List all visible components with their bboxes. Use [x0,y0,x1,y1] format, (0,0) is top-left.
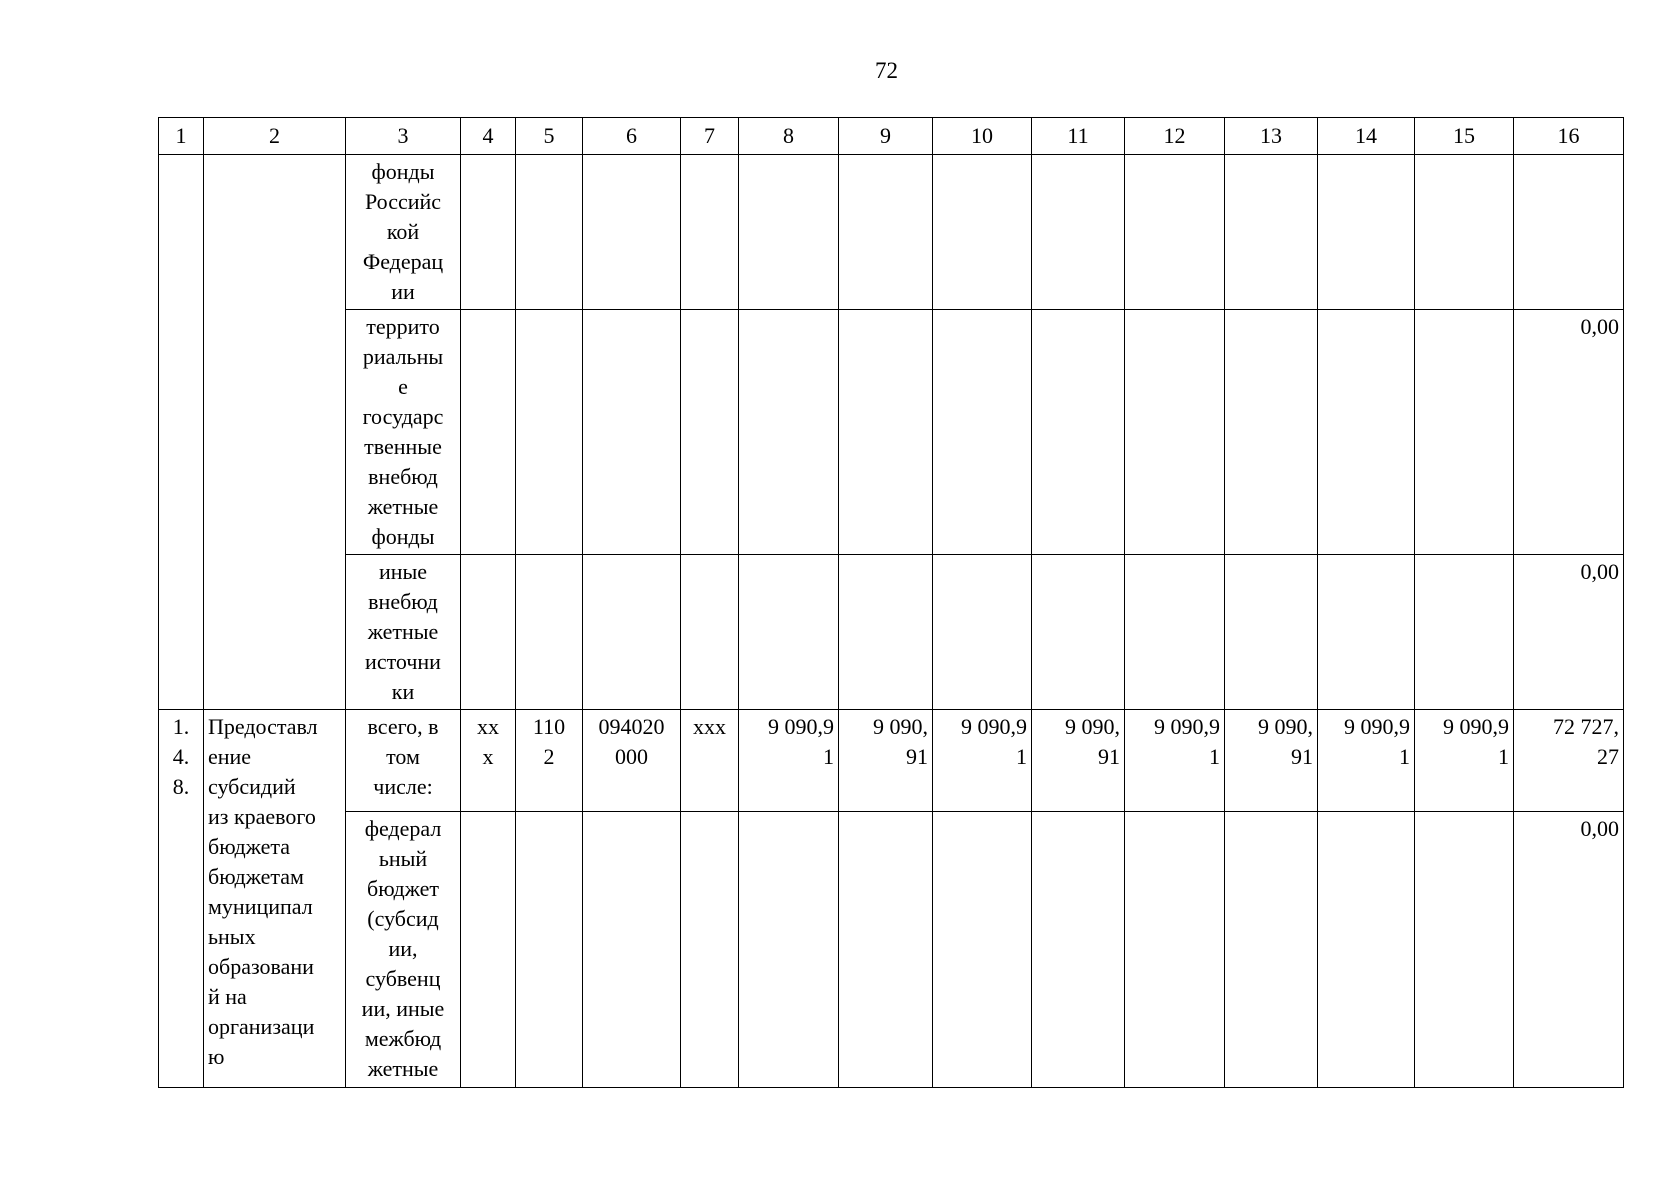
table-cell [1225,555,1318,710]
table-cell [839,310,933,555]
table-cell [461,812,516,1088]
item-description-cell: Предоставл ение субсидий из краевого бюджета бюджетам муниципал ьных образовани й на организаци ю [204,710,346,1088]
funding-source-cell: террито риальны е государс твенные внебюд жетные фонды [346,310,461,555]
header-cell-1: 1 [159,118,204,155]
table-cell [1032,555,1125,710]
table-cell [681,155,739,310]
value-cell: 9 090, 91 [839,710,933,812]
table-cell [839,155,933,310]
table-cell [1032,812,1125,1088]
header-cell-14: 14 [1318,118,1415,155]
value-cell: 9 090, 91 [1225,710,1318,812]
total-cell: 0,00 [1514,812,1624,1088]
col7-cell: ххх [681,710,739,812]
table-cell [516,310,583,555]
table-cell [1125,812,1225,1088]
total-cell: 72 727, 27 [1514,710,1624,812]
funding-source-cell: федерал ьный бюджет (субсид ии, субвенц ии, иные межбюд жетные [346,812,461,1088]
item-number-cell: 1. 4. 8. [159,710,204,1088]
table-cell [739,155,839,310]
total-cell: 0,00 [1514,310,1624,555]
header-cell-9: 9 [839,118,933,155]
header-cell-4: 4 [461,118,516,155]
table-cell [1415,555,1514,710]
value-cell: 9 090,9 1 [1318,710,1415,812]
budget-table [158,117,1624,1088]
col6-cell: 094020 000 [583,710,681,812]
table-row [159,310,1624,555]
table-cell [1032,310,1125,555]
table-cell [681,555,739,710]
table-row [159,710,1624,812]
table-cell [1225,812,1318,1088]
col5-cell: 110 2 [516,710,583,812]
table-cell [933,555,1032,710]
table-cell [1415,310,1514,555]
table-cell [1225,310,1318,555]
table-cell [933,812,1032,1088]
table-cell [1032,155,1125,310]
table-cell [1415,155,1514,310]
item-number-cell [159,155,204,710]
table-cell [461,555,516,710]
header-cell-10: 10 [933,118,1032,155]
header-cell-8: 8 [739,118,839,155]
table-cell [1125,155,1225,310]
col4-cell: хх х [461,710,516,812]
page-number: 72 [875,58,898,83]
table-cell [1125,555,1225,710]
funding-source-cell: всего, в том числе: [346,710,461,812]
value-cell: 9 090, 91 [1032,710,1125,812]
table-cell [739,812,839,1088]
header-cell-12: 12 [1125,118,1225,155]
value-cell: 9 090,9 1 [1415,710,1514,812]
table-cell [681,812,739,1088]
table-cell [461,155,516,310]
table-cell [516,812,583,1088]
table-cell [461,310,516,555]
table-cell [681,310,739,555]
funding-source-cell: фонды Российс кой Федерац ии [346,155,461,310]
header-cell-2: 2 [204,118,346,155]
value-cell: 9 090,9 1 [739,710,839,812]
header-cell-13: 13 [1225,118,1318,155]
value-cell: 9 090,9 1 [1125,710,1225,812]
table-cell [1318,555,1415,710]
header-cell-6: 6 [583,118,681,155]
table-cell [1318,155,1415,310]
table-cell [839,555,933,710]
header-row [159,118,1624,155]
header-cell-16: 16 [1514,118,1624,155]
table-cell [933,310,1032,555]
table-cell [1318,812,1415,1088]
table-row [159,155,1624,310]
table-cell [583,555,681,710]
table-cell [583,310,681,555]
header-cell-7: 7 [681,118,739,155]
table-cell [516,155,583,310]
table-cell [516,555,583,710]
table-cell [1415,812,1514,1088]
table-cell [583,155,681,310]
table-cell [739,555,839,710]
funding-source-cell: иные внебюд жетные источни ки [346,555,461,710]
header-cell-15: 15 [1415,118,1514,155]
table-row [159,555,1624,710]
table-cell [1318,310,1415,555]
header-cell-5: 5 [516,118,583,155]
table-cell [583,812,681,1088]
table-cell [933,155,1032,310]
table-cell [1125,310,1225,555]
item-description-cell [204,155,346,710]
header-cell-3: 3 [346,118,461,155]
table-cell [839,812,933,1088]
table-cell [1225,155,1318,310]
value-cell: 9 090,9 1 [933,710,1032,812]
table-row [159,812,1624,1088]
total-cell [1514,155,1624,310]
total-cell: 0,00 [1514,555,1624,710]
table-cell [739,310,839,555]
header-cell-11: 11 [1032,118,1125,155]
